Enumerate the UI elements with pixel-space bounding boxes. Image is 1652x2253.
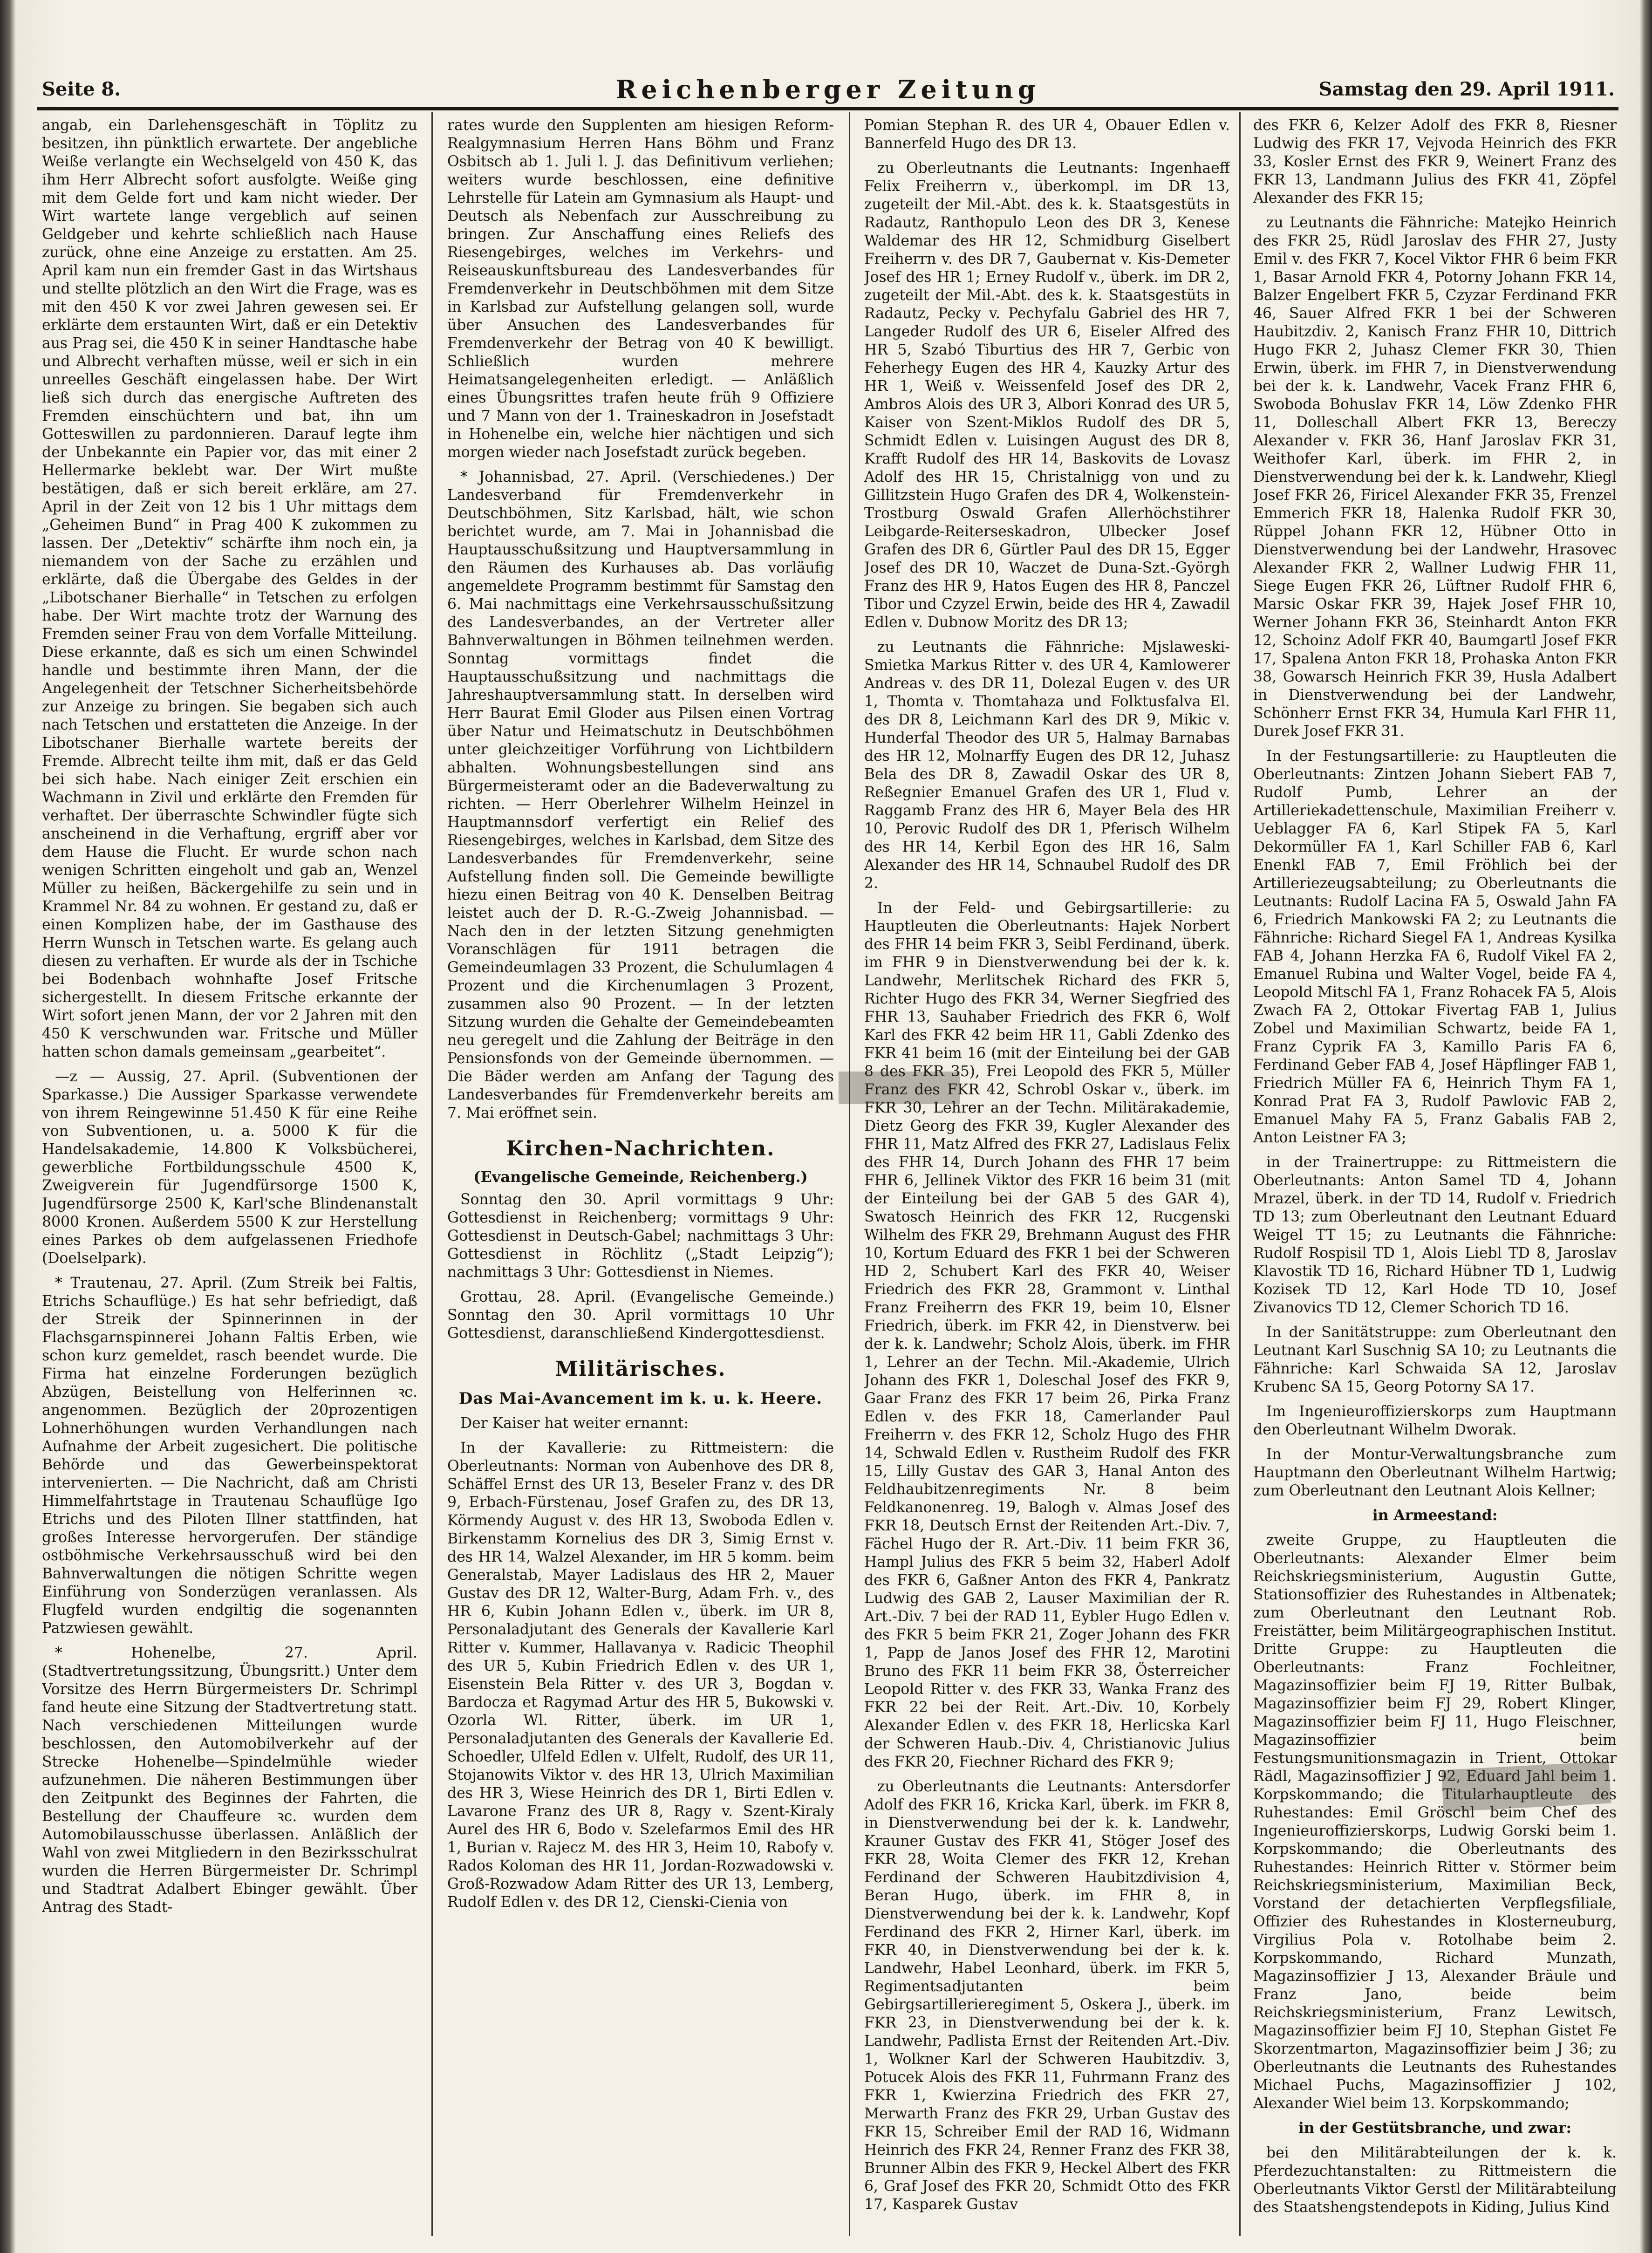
avancement-leutnants: zu Leutnants die Fähnriche: Mjslaweski-Smietka Markus Ritter v. des UR 4, Kamlowerer Andreas v. des DR 11, Dolezal Eugen v. des UR 1, Thomta v. Thomtahaza und Folktusfalva El. des DR 8, Leichmann Karl des DR 9, Mikic v. Hunderfal Theodor des UR 5, Halmay Barnabas des HR 12, Molnarffy Eugen des DR 12, Juhasz Bela des DR 8, Zawadil Oskar des UR 8, Reßegnier Emanuel Grafen des UR 1, Flud v. Raggamb Franz des HR 6, Mayer Bela des HR 10, Perovic Rudolf des DR 1, Pferisch Wilhelm des HR 14, Kerbil Egon des HR 16, Salm Alexander des HR 14, Schnaubel Rudolf des DR 2. — [864, 639, 1230, 892]
ink-smudge — [1441, 1761, 1611, 1812]
avancement-sanitaet: In der Sanitätstruppe: zum Oberleutnant den Leutnant Karl Suschnig SA 10; zu Leutnants die Fähnriche: Karl Schwaida SA 12, Jaroslav Krubenc SA 15, Georg Potorny SA 17. — [1253, 1324, 1617, 1395]
issue-date: Samstag den 29. April 1911. — [1318, 78, 1615, 100]
avancement-oberleutnants: zu Oberleutnants die Leutnants: Ingenhaeff Felix Freiherrn v., überkompl. im DR 13, zugeteilt der Mil.-Abt. des k. k. Staatsgestüts in Radautz, Ranthopulo Leon des DR 3, Kenese Waldemar des HR 12, Schmidburg Giselbert Freiherrn v. des DR 7, Gaubernat v. Kis-Demeter Josef des HR 1; Erney Rudolf v., überk. im DR 2, zugeteilt der Mil.-Abt. des k. k. Staatsgestüts in Radautz, Pecky v. Pechyfalu Gabriel des HR 7, Langeder Rudolf des UR 6, Eiseler Alfred des HR 5, Szabó Tiburtius des HR 7, Gerbic von Feherhegy Eugen des HR 4, Kauzky Artur des HR 1, Weiß v. Weissenfeld Josef des DR 2, Ambros Alois des UR 3, Albori Konrad des UR 5, Kaiser von Szent-Miklos Rudolf des DR 5, Schmidt Edlen v. Luisingen August des DR 8, Krafft Rudolf des HR 14, Baskovits de Lovasz Adolf des HR 15, Christalnigg von und zu Gillitzstein Hugo Grafen des DR 4, Wolkenstein-Trostburg Oswald Grafen Allerhöchstihrer Leibgarde-Reiterseskadron, Ulbecker Josef Grafen des DR 6, Gürtler Paul des DR 15, Egger Josef des DR 10, Waczet de Duna-Szt.-Györgh Franz des HR 9, Hatos Eugen des HR 8, Panczel Tibor und Czyzel Erwin, beide des HR 4, Zawadil Edlen v. Dubnow Moritz des DR 13; — [864, 160, 1230, 631]
column-3 — [864, 116, 1230, 2236]
avancement-armeestand: zweite Gruppe, zu Hauptleuten die Oberleutnants: Alexander Elmer beim Reichskriegsministerium, Augustin Gutte, Stationsoffizier des Ruhestandes in Altbenatek; zum Oberleutnant den Leutnant Rob. Freistätter, beim Militärgeographischen Institut. Dritte Gruppe: zu Hauptleuten die Oberleutnants: Franz Fochleitner, Magazinsoffizier beim FJ 19, Ritter Bulbak, Magazinsoffizier beim FJ 29, Robert Klinger, Magazinsoffizier beim FJ 11, Hugo Fleischner, Magazinsoffizier beim Festungsmunitionsmagazin in Trient, Ottokar Rädl, Magazinsoffizier J 92, Eduard Jahl beim 1. Korpskommando; die Titularhauptleute des Ruhestandes: Emil Gröschl beim Chef des Ingenieuroffizierskorps, Ludwig Gorski beim 1. Korpskommando; die Oberleutnants des Ruhestandes: Heinrich Ritter v. Störmer beim Reichskriegsministerium, Maximilian Beck, Vorstand der detachierten Verpflegsfiliale, Offizier des Ruhestandes in Klosterneuburg, Virgilius Pola v. Rotolhabe beim 2. Korpskommando, Richard Munzath, Magazinsoffizier J 13, Alexander Bräule und Franz Jano, beide beim Reichskriegsministerium, Franz Lewitsch, Magazinsoffizier beim FJ 10, Stephan Gistet Fe Skorzentmarton, Magazinsoffizier beim J 36; zu Oberleutnants die Leutnants des Ruhestandes Michael Puchs, Magazinsoffizier J 102, Alexander Wiel beim 13. Korpskommando; — [1253, 1532, 1617, 2112]
ink-smudge — [839, 1072, 960, 1104]
newspaper-title: Reichenberger Zeitung — [615, 75, 1040, 104]
avancement-title: Das Mai-Avancement im k. u. k. Heere. — [458, 1389, 823, 1408]
kirchen-subtitle: (Evangelische Gemeinde, Reichenberg.) — [473, 1168, 808, 1186]
article-paragraph: des FKR 6, Kelzer Adolf des FKR 8, Riesner Ludwig des FKR 17, Vejvoda Heinrich des FKR 33, Kosler Ernst des FKR 9, Weinert Franz des FKR 13, Landmann Julius des FKR 41, Zöpfel Alexander des FKR 15; — [1253, 117, 1617, 206]
article-johannisbad: * Johannisbad, 27. April. (Verschiedenes.) Der Landesverband für Fremdenverkehr in Deutschböhmen, Sitz Karlsbad, hält, wie schon berichtet wurde, am 7. Mai in Johannisbad die Hauptausschußsitzung und Hauptversammlung in den Räumen des Kurhauses ab. Das vorläufig angemeldete Programm bestimmt für Samstag den 6. Mai nachmittags eine Verkehrsausschußsitzung des Landesverbandes, an der Vertreter aller Bahnverwaltungen in Böhmen teilnehmen werden. Sonntag vormittags findet die Hauptausschußsitzung und nachmittags die Jahreshauptversammlung statt. In derselben wird Herr Baurat Emil Gloder aus Pilsen einen Vortrag über Natur und Heimatschutz in Deutschböhmen unter gleichzeitiger Vorführung von Lichtbildern abhalten. Wohnungsbestellungen sind ans Bürgermeisteramt oder an die Badeverwaltung zu richten. — Herr Oberlehrer Wilhelm Heinzel in Hauptmannsdorf verfertigt ein Relief des Riesengebirges, welches in Karlsbad, dem Sitze des Landesverbandes für Fremdenverkehr, seine Aufstellung finden soll. Die Gemeinde bewilligte hiezu einen Beitrag von 40 K. Denselben Beitrag leistet auch der D. R.-G.-Zweig Johannisbad. — Nach den in der letzten Sitzung genehmigten Voranschlägen für 1911 betragen die Gemeindeumlagen 33 Prozent, die Schulumlagen 4 Prozent und die Kirchenumlagen 3 Prozent, zusammen also 90 Prozent. — In der letzten Sitzung wurden die Gehalte der Gemeindebeamten neu geregelt und die Zahlung der Beiträge in den Pensionsfonds von der Gemeinde übernommen. — Die Bäder werden am Anfang der Tagung des Landesverbandes für Fremdenverkehr bereits am 7. Mai eröffnet sein. — [447, 469, 834, 1121]
article-paragraph: Pomian Stephan R. des UR 4, Obauer Edlen v. Bannerfeld Hugo des DR 13. — [864, 117, 1230, 152]
avancement-artillerie-oberleutnants: zu Oberleutnants die Leutnants: Antersdorfer Adolf des FKR 16, Kricka Karl, überk. im FKR 8, in Dienstverwendung bei der k. k. Landwehr, Krauner Gustav des FKR 41, Stöger Josef des FKR 28, Woita Clemer des FKR 12, Krehan Ferdinand der Schweren Haubitzdivision 4, Beran Hugo, überk. im FHR 8, in Dienstverwendung bei der k. k. Landwehr, Kopf Ferdinand des FKR 2, Hirner Karl, überk. im FKR 40, in Dienstverwendung bei der k. k. Landwehr, Habel Leonhard, überk. im FKR 5, Regimentsadjutanten beim Gebirgsartillerieregiment 5, Oskera J., überk. im FKR 23, in Dienstverwendung bei der k. k. Landwehr, Padlista Ernst der Reitenden Art.-Div. 1, Wolkner Karl der Schweren Haubitzdiv. 3, Potucek Alois des FKR 11, Fuhrmann Franz des FKR 1, Kwierzina Friedrich des FKR 27, Merwarth Franz des FKR 29, Urban Gustav des FKR 15, Schreiber Emil der RAD 16, Widmann Heinrich des FKR 24, Renner Franz des FKR 38, Brunner Albin des FKR 9, Heckel Albert des FKR 6, Graf Josef des FKR 20, Schmidt Otto des FKR 17, Kasparek Gustav — [864, 1778, 1230, 2213]
article-paragraph: rates wurde den Supplenten am hiesigen Reform-Realgymnasium Herren Hans Böhm und Franz Osbitsch ab 1. Juli l. J. das Definitivum verliehen; weiters wurde beschlossen, eine definitive Lehrstelle für Latein am Gymnasium als Haupt- und Deutsch als Nebenfach zur Ausschreibung zu bringen. Zur Anschaffung eines Reliefs des Riesengebirges, welches im Verkehrs- und Reiseauskunftsbureau des Landesverbandes für Fremdenverkehr in Deutschböhmen mit dem Sitze in Karlsbad zur Aufstellung gelangen soll, wurde über Ansuchen des Landesverbandes für Fremdenverkehr der Betrag von 40 K bewilligt. Schließlich wurden mehrere Heimatsangelegenheiten erledigt. — Anläßlich eines Übungsrittes trafen heute früh 9 Offiziere und 7 Mann von der 1. Traineskadron in Josefstadt in Hohenelbe ein, welche hier nächtigen und sich morgen wieder nach Josefstadt zurück begeben. — [447, 117, 834, 461]
avancement-train: in der Trainertruppe: zu Rittmeistern die Oberleutnants: Anton Samel TD 4, Johann Mrazel, überk. in der TD 14, Rudolf v. Friedrich TD 13; zum Oberleutnant den Leutnant Eduard Weigel TT 15; zu Leutnants die Fähnriche: Rudolf Rospisil TD 1, Alois Liebl TD 8, Jaroslav Klavostik TD 16, Richard Hübner TD 1, Ludwig Kozisek TD 12, Karl Hode TD 10, Josef Zivanovics TD 12, Clemer Schorich TD 16. — [1253, 1154, 1617, 1316]
column-rule — [1239, 112, 1241, 2236]
avancement-intro: Der Kaiser hat weiter ernannt: — [460, 1415, 689, 1432]
kirchen-grottau: Grottau, 28. April. (Evangelische Gemeinde.) Sonntag den 30. April vormittags 10 Uhr Gottesdienst, daranschließend Kindergottesdienst. — [447, 1289, 834, 1342]
column-rule — [849, 112, 850, 2236]
column-2 — [447, 116, 834, 2236]
avancement-festungsartillerie: In der Festungsartillerie: zu Hauptleuten die Oberleutnants: Zintzen Johann Siebert FAB 7, Rudolf Pumb, Lehrer an der Artilleriekadettenschule, Maximilian Freiherr v. Ueblagger FA 6, Karl Stipek FA 5, Karl Dekormüller FA 1, Karl Schiller FAB 6, Karl Enenkl FAB 7, Emil Fröhlich bei der Artilleriezeugsabteilung; zu Oberleutnants die Leutnants: Rudolf Lacina FA 5, Oswald Jahn FA 6, Friedrich Mankowski FA 2; zu Leutnants die Fähnriche: Richard Siegel FA 1, Andreas Kysilka FAB 4, Johann Herzka FA 6, Rudolf Vikel FA 2, Emanuel Rubina und Walter Vogel, beide FA 4, Leopold Mitschl FA 1, Franz Rohacek FA 5, Alois Zwach FA 2, Ottokar Fivertag FAB 1, Julius Zobel und Maximilian Schwartz, beide FA 1, Franz Cyprik FA 3, Kamillo Paris FA 6, Ferdinand Geber FAB 4, Josef Häpflinger FAB 1, Friedrich Müller FA 6, Heinrich Thym FA 1, Konrad Prat FA 3, Rudolf Pawlovic FAB 2, Emanuel Mahy FA 5, Franz Gabalis FAB 2, Anton Leistner FA 3; — [1253, 748, 1617, 1146]
avancement-montur: In der Montur-Verwaltungsbranche zum Hauptmann den Oberleutnant Wilhelm Hartwig; zum Oberleutnant den Leutnant Alois Kellner; — [1253, 1446, 1617, 1499]
avancement-artillerie: In der Feld- und Gebirgsartillerie: zu Hauptleuten die Oberleutnants: Hajek Norbert des FHR 14 beim FKR 3, Seibl Ferdinand, überk. im FHR 9 in Dienstverwendung bei der k. k. Landwehr, Merlitschek Richard des FKR 5, Richter Hugo des FKR 34, Werner Siegfried des FHR 13, Sauhaber Friedrich des FKR 6, Wolf Karl des FKR 42 beim HR 11, Gabli Zdenko des FKR 41 beim 16 (mit der Einteilung bei der GAB 8 des FKR 35), Frei Leopold des FKR 5, Müller Franz des FKR 42, Schrobl Oskar v., überk. im FKR 30, Lehrer an der Techn. Militärakademie, Dietz Georg des FKR 39, Kugler Alexander des FHR 11, Matz Alfred des FKR 27, Ladislaus Felix des FHR 14, Durch Johann des FHR 17 beim FHR 6, Jellinek Viktor des FKR 16 beim 31 (mit der Einteilung bei der GAB 5 des GAR 4), Swatosch Heinrich des FKR 12, Rucgenski Wilhelm des FKR 29, Brehmann August des FHR 10, Kortum Eduard des FKR 1 bei der Schweren HD 2, Schubert Karl des FKR 40, Weiser Friedrich des FKR 28, Grammont v. Linthal Franz Freiherrn des FKR 19, beim 10, Elsner Friedrich, überk. im FKR 42, in Dienstverw. bei der k. k. Landwehr; Scholz Alois, überk. im FHR 1, Lehrer an der Techn. Mil.-Akademie, Ulrich Johann des FKR 1, Doleschal Josef des FKR 9, Gaar Franz des FKR 17 beim 26, Pirka Franz Edlen v. des FKR 18, Camerlander Paul Freiherrn v. des FKR 12, Scholz Hugo des FHR 14, Schwald Edlen v. Rustheim Rudolf des FKR 15, Lilly Gustav des GAR 3, Hanal Anton des Feldhaubitzenregiments Nr. 8 beim Feldkanonenreg. 19, Balogh v. Almas Josef des FKR 18, Deutsch Ernst der Reitenden Art.-Div. 7, Fächel Hugo der R. Art.-Div. 11 beim FKR 36, Hampl Julius des FKR 5 beim 32, Haberl Adolf des FKR 6, Gaßner Anton des FKR 4, Pankratz Ludwig des GAB 2, Lauser Maximilian der R. Art.-Div. 7 bei der RAD 11, Eybler Hugo Edlen v. des FKR 5 beim FKR 21, Zoger Johann des FKR 1, Papp de Janos Josef des FHR 12, Marotini Bruno des FKR 11 beim FKR 38, Österreicher Leopold Ritter v. des FKR 33, Wanka Franz des FKR 22 bei der Reit. Art.-Div. 10, Korbely Alexander Edlen v. des FKR 18, Herlicska Karl der Schweren Haub.-Div. 4, Christianovic Julius des FKR 20, Fiechner Richard des FKR 9; — [864, 900, 1230, 1770]
section-title-militaer: Militärisches. — [555, 1357, 726, 1381]
article-aussig: —z — Aussig, 27. April. (Subventionen der Sparkasse.) Die Aussiger Sparkasse verwendete von ihrem Reingewinne 51.450 K für eine Reihe von Subventionen, u. a. 5000 K für die Handelsakademie, 14.800 K Volksbücherei, gewerbliche Fortbildungsschule 4500 K, Zweigverein für Jugendfürsorge 1500 K, Jugendfürsorge 2500 K, Karl'sche Blindenanstalt 8000 Kronen. Außerdem 5500 K zur Herstellung eines Parkes ob dem aufgelassenen Friedhofe (Doelselpark). — [42, 1068, 417, 1267]
kirchen-paragraph: Sonntag den 30. April vormittags 9 Uhr: Gottesdienst in Reichenberg; vormittags 9 Uhr: Gottesdienst in Deutsch-Gabel; nachmittags 3 Uhr: Gottesdienst in Röchlitz („Stadt Leipzig“); nachmittags 3 Uhr: Gottesdienst in Niemes. — [447, 1191, 834, 1281]
article-hohenelbe: * Hohenelbe, 27. April. (Stadtvertretungssitzung, Übungsritt.) Unter dem Vorsitze des Herrn Bürgermeisters Dr. Schrimpl fand heute eine Sitzung der Stadtvertretung statt. Nach verschiedenen Mitteilungen wurde beschlossen, den Automobilverkehr auf der Strecke Hohenelbe—Spindelmühle wieder aufzunehmen. Die näheren Bestimmungen über den Zeitpunkt des Beginnes der Fahrten, die Bestellung der Chauffeure ꝛc. wurden dem Automobilausschusse überlassen. Anläßlich der Wahl von zwei Mitgliedern in den Bezirksschulrat wurden die Herren Bürgermeister Dr. Schrimpl und Stadtrat Adalbert Ebinger gewählt. Über Antrag des Stadt- — [42, 1645, 417, 1916]
article-paragraph: angab, ein Darlehensgeschäft in Töplitz zu besitzen, ihn pünktlich erwartete. Der angebliche Weiße verlangte ein Wechselgeld von 450 K, das ihm Herr Albrecht sofort ausfolgte. Weiße ging mit dem Gelde fort und kam nicht wieder. Der Wirt wartete lange vergeblich auf seinen Geldgeber und kehrte schließlich nach Hause zurück, ohne eine Anzeige zu erstatten. Am 25. April kam nun ein fremder Gast in das Wirtshaus und stellte plötzlich an den Wirt die Frage, was es mit den 450 K vor zwei Jahren gewesen sei. Er erklärte dem erstaunten Wirt, daß er ein Detektiv aus Prag sei, die 450 K in seiner Handtasche habe und Albrecht verhaften müsse, weil er sich in ein unreelles Geschäft eingelassen habe. Der Wirt ließ sich durch das energische Auftreten des Fremden einschüchtern und bat, ihn um Gotteswillen zu pardonnieren. Darauf legte ihm der Unbekannte ein Papier vor, das mit einer 2 Hellermarke beklebt war. Der Wirt mußte bestätigen, daß er sich bereit erkläre, am 27. April in der Zeit von 12 bis 1 Uhr mittags dem „Geheimen Bund“ in Prag 400 K zukommen zu lassen. Der „Detektiv“ schärfte ihm noch ein, ja niemandem von der Sache zu erzählen und erklärte, daß die Übergabe des Geldes in der „Libotschaner Bierhalle“ in Tetschen zu erfolgen habe. Der Wirt machte trotz der Warnung des Fremden seiner Frau von dem Vorfalle Mitteilung. Diese erkannte, daß es sich um einen Schwindel handle und bestimmte ihren Mann, der die Angelegenheit der Tetschner Sicherheitsbehörde zur Anzeige zu bringen. Sie begaben sich auch nach Tetschen und erstatteten die Anzeige. In der Libotschaner Bierhalle wartete bereits der Fremde. Albrecht teilte ihm mit, daß er das Geld bei sich habe. Nach einiger Zeit erschien ein Wachmann in Zivil und erklärte den Fremden für verhaftet. Der überraschte Schwindler fügte sich anscheinend in die Verhaftung, ergriff aber vor dem Hause die Flucht. Er wurde schon nach wenigen Schritten eingeholt und gab an, Wenzel Müller zu heißen, Bäckergehilfe zu sein und in Krammel Nr. 84 zu wohnen. Er gestand zu, daß er einen Komplizen habe, der im Gasthause des Herrn Wunsch in Tetschen warte. Es gelang auch diesen zu verhaften. Er wurde als der in Tschiche bei Bodenbach wohnhafte Josef Fritsche sichergestellt. In diesem Fritsche erkannte der Wirt sofort jenen Mann, der vor 2 Jahren mit den 450 K verschwunden war. Fritsche und Müller hatten schon damals gemeinsam „gearbeitet“. — [42, 117, 417, 1060]
avancement-gestuet-heading: in der Gestütsbranche, und zwar: — [1298, 2120, 1572, 2137]
article-trautenau: * Trautenau, 27. April. (Zum Streik bei Faltis, Etrichs Schauflüge.) Es hat sehr befriedigt, daß der Streik der Spinnerinnen in der Flachsgarnspinnerei Johann Faltis Erben, wie schon kurz gemeldet, rasch beendet wurde. Die Firma hat einzelne Forderungen bezüglich Abzügen, Beistellung von Helferinnen ꝛc. angenommen. Bezüglich der 20prozentigen Lohnerhöhungen wurden Verhandlungen nach Aufnahme der Arbeit zugesichert. Die politische Behörde und das Gewerbeinspektorat intervenierten. — Die Nachricht, daß am Christi Himmelfahrtstage in Trautenau Schauflüge Igo Etrichs und des Piloten Illner stattfinden, hat großes Interesse hervorgerufen. Der ständige ostböhmische Verkehrsausschuß wird bei den Bahnverwaltungen die nötigen Schritte wegen Einführung von Sonderzügen veranlassen. Als Flugfeld wurden endgiltig die sogenannten Patzwiesen gewählt. — [42, 1275, 417, 1637]
avancement-kavallerie: In der Kavallerie: zu Rittmeistern: die Oberleutnants: Norman von Aubenhove des DR 8, Schäffel Ernst des UR 13, Beseler Franz v. des DR 9, Erbach-Fürstenau, Josef Grafen zu, des DR 13, Körmendy August v. des HR 13, Swoboda Edlen v. Birkenstamm Kornelius des DR 3, Simig Ernst v. des HR 14, Walzel Alexander, im HR 5 komm. beim Generalstab, Mayer Ladislaus des HR 2, Mauer Gustav des DR 12, Walter-Burg, Adam Frh. v., des HR 6, Kubin Johann Edlen v., überk. im UR 8, Personaladjutant des Generals der Kavallerie Karl Ritter v. Kummer, Hallavanya v. Radicic Theophil des UR 5, Kubin Friedrich Edlen v. des UR 1, Eisenstein Bela Ritter v. des UR 3, Bogdan v. Bardocza et Ragymad Artur des HR 5, Bukowski v. Ozorla Wl. Ritter, überk. im UR 1, Personaladjutanten des Generals der Kavallerie Ed. Schoedler, Ulfeld Edlen v. Ulfelt, Rudolf, des UR 11, Stojanowits Viktor v. des HR 13, Ulrich Maximilian des HR 3, Wiese Heinrich des DR 1, Birti Edlen v. Lavarone Franz des UR 8, Ragy v. Szent-Kiraly Aurel des HR 6, Bodo v. Szelefarmos Emil des HR 1, Burian v. Rajecz M. des HR 3, Heim 10, Rabofy v. Rados Koloman des HR 11, Jordan-Rozwadowski v. Groß-Rozwadow Adam Ritter des UR 13, Lemberg, Rudolf Edlen v. des DR 12, Cienski-Cienia von — [447, 1440, 834, 1911]
column-rule — [431, 112, 433, 2236]
avancement-gestuet: bei den Militärabteilungen der k. k. Pferdezuchtanstalten: zu Rittmeistern die Oberleutnants Viktor Gerstl der Militärabteilung des Staatshengstendepots in Kiding, Julius Kind — [1253, 2144, 1617, 2216]
avancement-armeestand-heading: in Armeestand: — [1372, 1507, 1498, 1524]
masthead — [37, 70, 1618, 110]
avancement-ingenieur: Im Ingenieuroffizierskorps zum Hauptmann den Oberleutnant Wilhelm Dworak. — [1253, 1403, 1617, 1438]
section-title-kirchen: Kirchen-Nachrichten. — [506, 1137, 775, 1161]
column-4 — [1253, 116, 1617, 2236]
page-number: Seite 8. — [42, 78, 121, 100]
column-1 — [42, 116, 417, 2236]
avancement-faehnriche: zu Leutnants die Fähnriche: Matejko Heinrich des FKR 25, Rüdl Jaroslav des FHR 27, Justy Emil v. des FKR 7, Kocel Viktor FHR 6 beim FKR 1, Basar Arnold FKR 4, Potorny Johann FKR 14, Balzer Engelbert FKR 5, Czyzar Ferdinand FKR 46, Sauer Alfred FKR 1 bei der Schweren Haubitzdiv. 2, Kanisch Franz FHR 10, Dittrich Hugo FKR 2, Juhasz Clemer FKR 30, Thien Erwin, überk. im FHR 7, in Dienstverwendung bei der k. k. Landwehr, Vacek Franz FHR 6, Swoboda Bohuslav FKR 14, Löw Zdenko FHR 11, Dolleschall Albert FKR 13, Bereczy Alexander v. FKR 36, Hanf Jaroslav FKR 31, Weithofer Karl, überk. im FHR 2, in Dienstverwendung bei der k. k. Landwehr, Kliegl Josef FKR 26, Firicel Alexander FKR 35, Frenzel Emmerich FKR 18, Halenka Rudolf FKR 30, Rüppel Johann FKR 12, Hübner Otto in Dienstverwendung bei der Landwehr, Hrasovec Alexander FKR 2, Wallner Ludwig FHR 11, Siege Eugen FKR 26, Lüftner Rudolf FHR 6, Marsic Oskar FKR 39, Hajek Josef FHR 10, Werner Johann FKR 36, Steinhardt Anton FKR 12, Schoinz Adolf FKR 40, Baumgartl Josef FKR 17, Spalena Anton FKR 18, Prohaska Anton FKR 38, Gowarsch Heinrich FKR 39, Husla Adalbert in Dienstverwendung bei der Landwehr, Schönherr Ernst FKR 34, Humula Karl FHR 11, Durek Josef FKR 31. — [1253, 214, 1617, 740]
